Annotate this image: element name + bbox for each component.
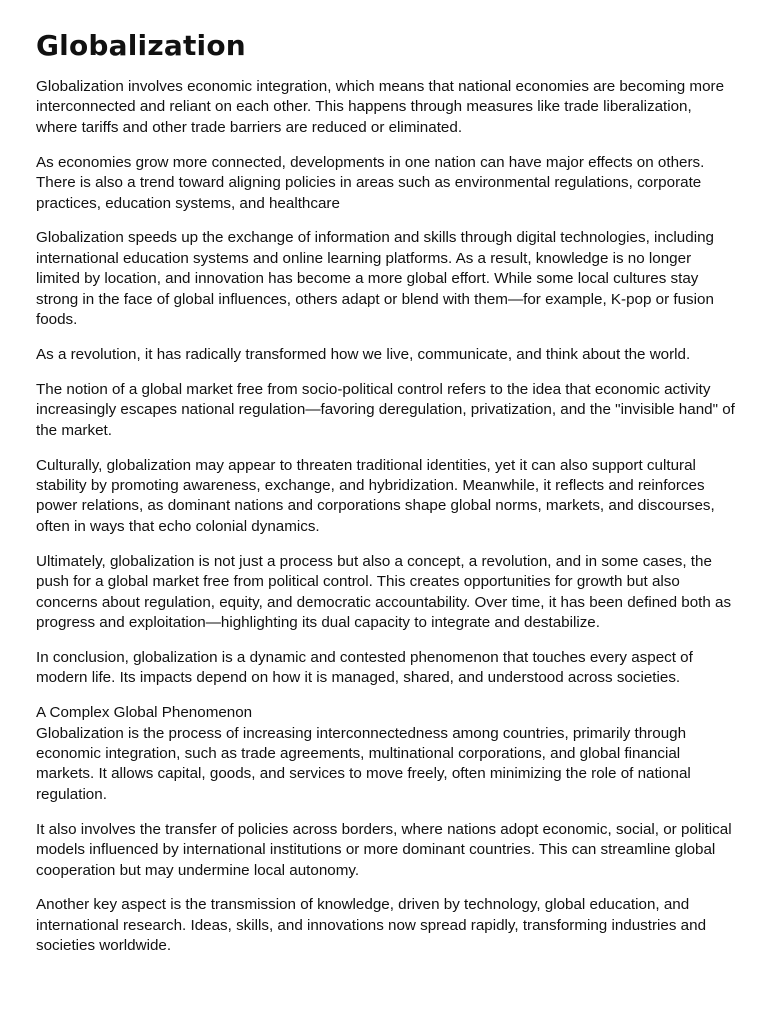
document-title: Globalization (36, 29, 246, 62)
section-heading: A Complex Global Phenomenon (36, 704, 253, 722)
paragraph-knowledge-exchange: Globalization speeds up the exchange of information and skills through digital technologies, including international education systems and online learning platforms. As a result, knowledge is no longer limited by location, and innovation has become a more global effort. While some local cultures stay strong in the face of global influences, others adapt or blend with them—for example, K-pop or fusion foods. (36, 229, 714, 329)
paragraph-interconnectedness: Globalization is the process of increasing interconnectedness among countries, primarily through economic integration, such as trade agreements, multinational corporations, and global financial markets. It allows capital, goods, and services to move freely, often minimizing the role of national regulation. (36, 724, 691, 803)
paragraph-conclusion: In conclusion, globalization is a dynamic and contested phenomenon that touches every aspect of modern life. Its impacts depend on how it is managed, shared, and understood across societies. (36, 648, 693, 687)
paragraph-knowledge-transmission: Another key aspect is the transmission of knowledge, driven by technology, global education, and international research. Ideas, skills, and innovations now spread rapidly, transforming industries and societies worldwide. (36, 896, 707, 955)
paragraph-global-market: The notion of a global market free from socio-political control refers to the idea that economic activity increasingly escapes national regulation—favoring deregulation, privatization, and the "invisible hand" of the market. (36, 380, 735, 439)
paragraph-policy-transfer: It also involves the transfer of policies across borders, where nations adopt economic, social, or political models influenced by international institutions or more dominant countries. This can streamline global cooperation but may undermine local autonomy. (36, 820, 732, 879)
paragraph-economic-integration: Globalization involves economic integration, which means that national economies are becoming more interconnected and reliant on each other. This happens through measures like trade liberalization, where tariffs and other trade barriers are reduced or eliminated. (36, 78, 725, 136)
paragraph-revolution: As a revolution, it has radically transformed how we live, communicate, and think about the world. (36, 345, 691, 363)
paragraph-cultural-impact: Culturally, globalization may appear to threaten traditional identities, yet it can also support cultural stability by promoting awareness, exchange, and hybridization. Meanwhile, it reflects and reinforces power relations, as dominant nations and corporations shape global norms, markets, and discourses, often in ways that echo colonial dynamics. (36, 456, 715, 535)
document-page (36, 28, 736, 971)
paragraph-ultimately: Ultimately, globalization is not just a process but also a concept, a revolution, and in some cases, the push for a global market free from political control. This creates opportunities for growth but also concerns about regulation, equity, and democratic accountability. Over time, it has been defined both as progress and exploitation—highlighting its dual capacity to integrate and destabilize. (36, 552, 732, 631)
paragraph-connected-economies: As economies grow more connected, developments in one nation can have major effects on others. There is also a trend toward aligning policies in areas such as environmental regulations, corporate practices, education systems, and healthcare (36, 153, 705, 212)
